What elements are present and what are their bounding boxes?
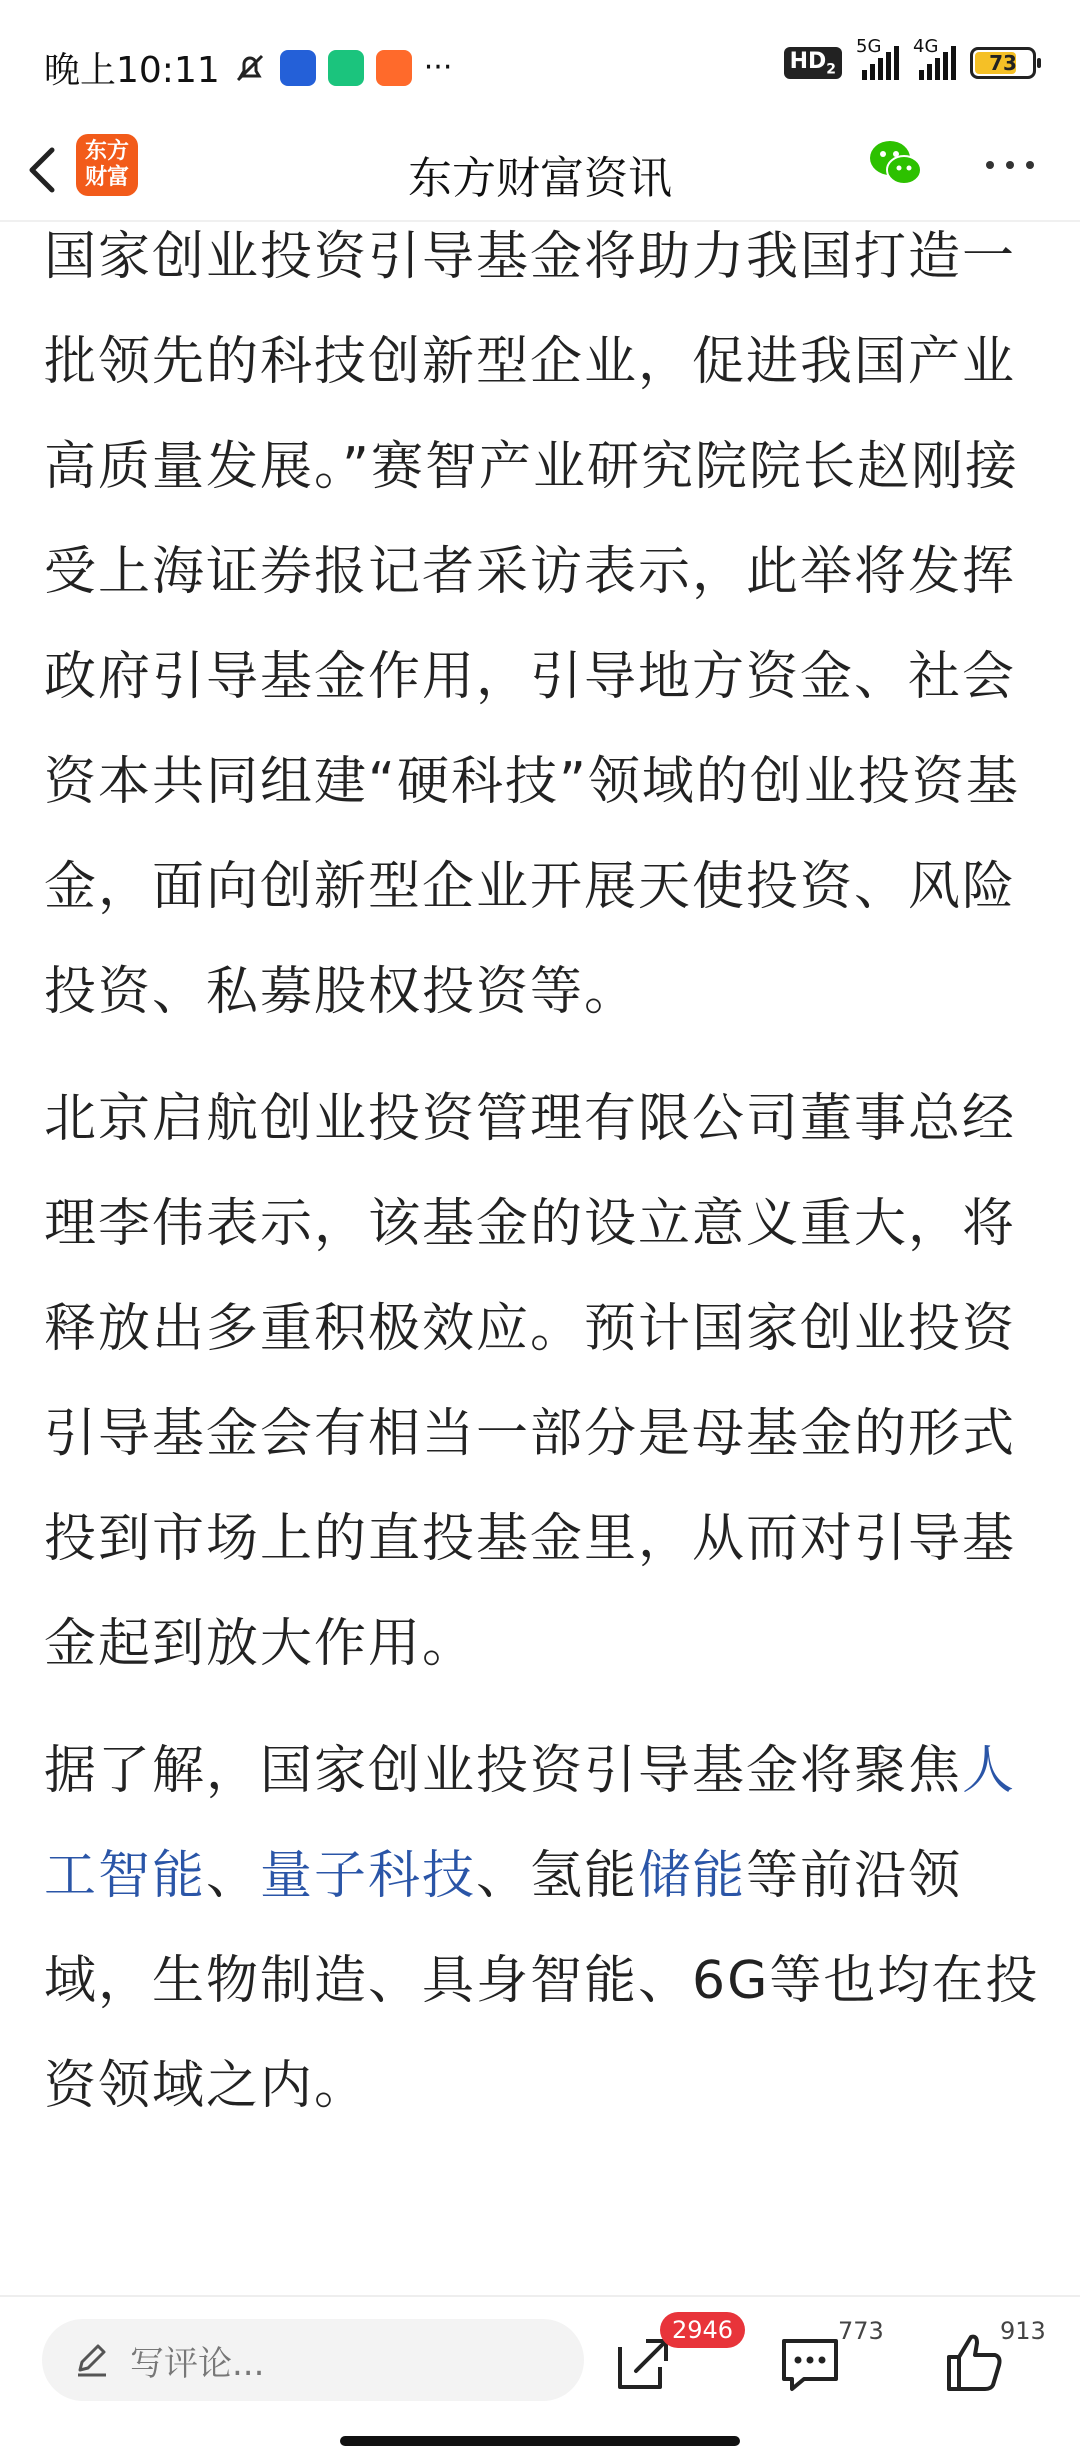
paragraph-3-text-c: 、氢能 (476, 1846, 639, 1906)
home-indicator[interactable] (340, 2436, 740, 2446)
signal-4g-label: 4G (913, 36, 939, 57)
like-count: 913 (1000, 2317, 1046, 2345)
shopping-app-icon (376, 50, 412, 86)
signal-4g-icon (913, 36, 956, 80)
status-bar (0, 0, 1080, 135)
pencil-icon (72, 2340, 112, 2380)
paragraph-3-text-b: 、 (206, 1846, 261, 1906)
article-paragraph-3 (44, 1719, 1044, 2139)
paragraph-1-line-1: 国家创业投资引导基金将助力我国打 (44, 227, 909, 287)
signal-5g-label: 5G (856, 36, 882, 57)
logo-line-2: 财富 (84, 165, 129, 190)
article-paragraph-1 (44, 205, 1044, 1045)
hd-badge (784, 47, 842, 79)
more-options-icon[interactable] (980, 150, 1040, 180)
status-more-icon: ··· (423, 50, 453, 85)
shield-app-icon (328, 50, 364, 86)
comment-count: 773 (838, 2317, 884, 2345)
status-right (784, 36, 1036, 80)
battery-level: 73 (989, 51, 1017, 75)
comment-input[interactable] (42, 2319, 584, 2401)
paragraph-1-rest: 造一批领先的科技创新型企业，促进我国产业高质量发展。”赛智产业研究院院长赵刚接受上海证券报记者采访表示，此举将发挥政府引导基金作用，引导地方资金、社会资本共同组建“硬科技”领域的创业投资基金，面向创新型企业开展天使投资、风险投资、私募股权投资等。 (44, 227, 1020, 1022)
hd-label: HD (789, 48, 827, 74)
link-ai[interactable]: 人工智能 (44, 1741, 1017, 1906)
comment-placeholder: 写评论... (130, 2343, 265, 2384)
battery-icon (970, 47, 1036, 79)
link-energy-storage[interactable]: 储能 (638, 1846, 747, 1906)
status-time: 晚上10:11 (44, 50, 220, 91)
paragraph-3-text-d: 等前沿领域，生物制造、具身智能、6G等也均在投资领域之内。 (44, 1846, 1040, 2116)
hd-sub: 2 (826, 61, 836, 78)
article-body (44, 205, 1044, 2139)
share-count-badge: 2946 (660, 2312, 745, 2348)
app-notification-icon (280, 50, 316, 86)
logo-line-1: 东方 (84, 139, 129, 164)
status-left (44, 42, 452, 93)
paragraph-3-text-a: 据了解，国家创业投资引导基金将聚焦 (44, 1741, 963, 1801)
article-paragraph-2: 北京启航创业投资管理有限公司董事总经理李伟表示，该基金的设立意义重大，将释放出多重积极效应。预计国家创业投资引导基金会有相当一部分是母基金的形式投到市场上的直投基金里，从而对引导基金起到放大作用。 (44, 1089, 1017, 1674)
wechat-share-icon[interactable] (866, 134, 926, 194)
bell-muted-icon (232, 50, 268, 86)
page-title: 东方财富资讯 (408, 153, 672, 204)
signal-5g-icon (856, 36, 899, 80)
link-quantum[interactable]: 量子科技 (260, 1846, 477, 1906)
top-header (0, 120, 1080, 222)
